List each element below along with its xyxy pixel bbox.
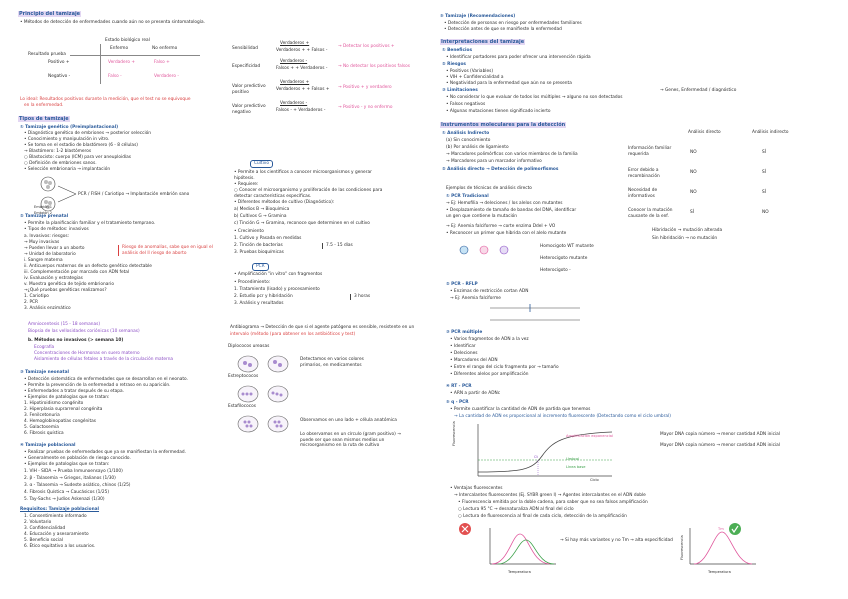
formula-num: Verdaderos - xyxy=(280,59,308,64)
formula-note: → No detectar los positivos falsos xyxy=(338,64,411,69)
p3-line: • Detección sistemática de enfermedades que se desarrollan en el neonato. xyxy=(24,377,188,382)
table-hline xyxy=(70,55,200,56)
formula-name: Especificidad xyxy=(232,64,261,69)
hibrid-line: Hibridación → mutación alterada xyxy=(652,228,723,233)
mol-row-direct: NO xyxy=(690,150,697,155)
mol-line: (a) Sin conocimiento xyxy=(446,138,491,143)
table-row-1-fn: Falso - xyxy=(108,74,122,79)
req-line: 2. Voluntario xyxy=(24,520,52,525)
qpcr-line: • Permite cuantificar la cantidad de ADN de partida que tenemos xyxy=(450,407,591,412)
table-head-2: No enfermo xyxy=(152,46,178,51)
p1-line: ○ Definición de embriones sanos. xyxy=(24,161,97,166)
table-vline xyxy=(100,44,101,84)
curve-label-umbral: Umbral xyxy=(566,457,580,461)
p2-line: → Unidad de laboratorio xyxy=(24,252,76,257)
coco-desc: Detectamos en varios colores primarios, en medicamentos xyxy=(300,357,364,368)
formula-den: Verdaderos + + Falsos + xyxy=(276,87,330,92)
p1-title: ① Tamizaje genético (Preimplantacional) xyxy=(20,125,119,130)
multi-line: • Diferentes alelos por amplificación xyxy=(450,372,529,377)
estafilococos-drawing xyxy=(236,412,296,436)
req-title: Requisitos: Tamizaje poblacional xyxy=(20,507,100,512)
pcr-line: • Amplificación "in vitro" con fragmentos xyxy=(234,272,323,277)
amnio-2: Biopsia de las vellosidades coriónicas (10 semanas) xyxy=(28,329,140,334)
req-line: 5. Beneficio social xyxy=(24,538,63,543)
p4-line: 1. VIH - SIDA → Prueba Inmunoensayo (1/100) xyxy=(24,469,123,474)
p1-line: → Blastómero: 1-2 blastómeros xyxy=(24,149,92,154)
curve-xlabel: Ciclo xyxy=(590,478,599,482)
p1-line: ○ Blastocisto: cuerpo (ICM) para ver aneuploidías xyxy=(24,155,131,160)
q-line: • Detección antes de que se manifieste la enfermedad xyxy=(444,27,562,32)
melt-note: → Si hay más variantes y no Tm → alta especificidad xyxy=(560,538,673,543)
pcr-item: • Reconocer un primer que hibrida con el alelo mutante xyxy=(446,231,567,236)
s1-title: Principio del tamizaje xyxy=(19,11,81,17)
qpcr-line: → Intercalantes fluorescentes (Ej. SYBR green I) → Agentes intercalantes en el ADN doble xyxy=(454,493,646,498)
melt-tm-label: Tm xyxy=(718,527,724,531)
int-line: • Positivos (Variables) xyxy=(446,69,494,74)
s1-intro: • Métodos de detección de enfermedades cuando aún no se presenta sintomatología. xyxy=(20,20,205,25)
formula-name: Sensibilidad xyxy=(232,46,258,51)
cultivo-line: • Requiere: xyxy=(234,182,259,187)
p2-line: 1. Cariotipo xyxy=(24,294,49,299)
int-line: • Falsos negativos xyxy=(446,102,486,107)
p3-line: 5. Galactosemia xyxy=(24,425,59,430)
p3-line: 4. Hemoglobinopatías congénitas xyxy=(24,419,97,424)
p1-line: • Diagnóstico genético de embriones → posterior selección xyxy=(24,131,152,136)
p3-line: • Permite la prevención de la enfermedad o retraso en su aparición. xyxy=(24,383,171,388)
cultivo-line: detectar características específicas. xyxy=(234,194,312,199)
multi-line: • Entre el rango del ciclo fragmento por → tamaño xyxy=(450,365,559,370)
warning-line-2: en la enfermedad. xyxy=(24,103,64,108)
table-row-1-tn: Verdadero - xyxy=(154,74,179,79)
p3-line: 1. Hipotiroidismo congénito xyxy=(24,401,84,406)
melt-xlabel-bad: Temperatura xyxy=(508,570,531,574)
mol-title: Instrumentos moleculares para la detección xyxy=(441,122,566,128)
p4-line: • Realizar pruebas de enfermedades que ya se manifiestan la enfermedad. xyxy=(24,450,186,455)
rflp-diagram xyxy=(470,300,590,326)
formula-name: Valor predictivo positivo xyxy=(232,84,266,95)
cultivo-title: Cultivo xyxy=(250,160,273,168)
p3-line: • Ejemplos de patologías que se tratan: xyxy=(24,395,110,400)
mol-row-indirect: SÍ xyxy=(762,170,766,175)
cultivo-line: ○ Conocer el microorganismo y proliferación de las condiciones para xyxy=(234,188,383,193)
mol-table-head-1: Análisis directo xyxy=(688,130,721,135)
formula-num: Verdaderos + xyxy=(280,41,310,46)
req-line: 3. Confidencialidad xyxy=(24,526,66,531)
tipos-title: Tipos de tamizaje xyxy=(19,116,69,122)
primer-label: Heterocigoto mutante xyxy=(540,256,588,261)
ejemplos-title: Ejemplos de técnicas de análisis directo xyxy=(446,186,532,191)
qpcr-title: ⑤ q - PCR xyxy=(446,400,469,405)
multi-line: • Varios fragmentos de ADN a la vez xyxy=(450,337,529,342)
mol-row-label: Conocer la mutación causante de la enf. xyxy=(628,208,673,219)
primer-label: Heterocigoto - xyxy=(540,268,571,273)
table-row-0-fp: Falso + xyxy=(154,60,170,65)
mol-table-head-2: Análisis indirecto xyxy=(752,130,789,135)
int-line: • VIH + Confidencialidad a xyxy=(446,75,504,80)
coco-name: Estafilococos xyxy=(228,404,257,409)
pcr-item: un gen que contiene la mutación xyxy=(446,214,518,219)
melt-curve-bad xyxy=(480,524,560,570)
multi-line: • Deleciones xyxy=(450,351,478,356)
p4-line: 3. α - Talasemia → Sudeste asiático, chinos (1/25) xyxy=(24,483,131,488)
p2-line: a. Invasivos: riesgos: xyxy=(24,234,70,239)
hibrid-line: Sin hibridación → no mutación xyxy=(652,236,718,241)
qpcr-line: • Ventajas fluorescentes xyxy=(450,486,503,491)
p1-line: • Selección embrionaria → implantación xyxy=(24,167,111,172)
melt-xlabel-good: Temperatura xyxy=(708,570,731,574)
mol-line: ① Análisis Indirecto xyxy=(442,131,490,136)
diplococos-drawing xyxy=(236,352,296,376)
int-line: • Algunas mutaciones tienen significado incierto xyxy=(446,109,551,114)
formula-name: Valor predictivo negativo xyxy=(232,104,266,115)
cultivo-line: c) Tinción G → Gramina, reconoce que determinen en el cultivo xyxy=(234,221,370,226)
pcr-item: → Ej: Hemofilia → deleciones / los alelos con mutantes xyxy=(446,201,563,206)
table-label: Resultado prueba xyxy=(28,52,66,57)
antibiograma: Antibiograma → Detección de que si el agente patógeno es sensible, resistente en un xyxy=(230,325,415,330)
pcr-line: 3. Análisis y resultados xyxy=(234,301,284,306)
mol-row-label: Información familiar requerida xyxy=(628,146,672,157)
mol-row-direct: NO xyxy=(690,190,697,195)
pcr-line: • Procedimiento: xyxy=(234,280,271,285)
cultivo-time: 7.5 - 15 días xyxy=(322,243,353,249)
p3-title: ③ Tamizaje neonatal xyxy=(20,370,69,375)
formula-num: Verdaderos + xyxy=(280,80,310,85)
p3-line: 6. Fibrosis quística xyxy=(24,431,64,436)
p2-line: → Pueden llevar a un aborto xyxy=(24,246,85,251)
mol-row-direct: NO xyxy=(690,170,697,175)
pcr-time: 3 horas xyxy=(350,294,370,300)
int-title: Interpretaciones del tamizaje xyxy=(441,39,525,45)
b-line: Aislamiento de células fetales a través de la circulación materna xyxy=(34,357,174,362)
int-line: • Identificar portadores para poder ofrecer una intervención rápida xyxy=(446,55,591,60)
b-title: b. Métodos no invasivos (> semana 10) xyxy=(28,338,124,343)
rflp-line: • Enzimas de restricción cortan ADN xyxy=(450,289,529,294)
p3-line: 3. Fenilcetonuria xyxy=(24,413,60,418)
table-row-0-tp: Verdadero + xyxy=(108,60,135,65)
cocos-extra: Lo observamos en un círculo (gram positivo) → puede ser que sean mismos medios un microorganismo en la ruta de cultivo xyxy=(300,432,401,449)
req-line: 1. Consentimiento informado xyxy=(24,514,87,519)
ct-note: Mayor DNA copia número → menor cantidad ADN inicial xyxy=(660,432,780,437)
formula-note: → Detectar los positivos + xyxy=(338,44,395,49)
p4-line: • Ejemplos de patologías que se tratan: xyxy=(24,462,110,467)
pcr-line: 1. Tratamiento (lisado) y procesamiento xyxy=(234,287,320,292)
qpcr-line: ○ Lectura 95 °C → desnaturaliza ADN al final del ciclo xyxy=(458,507,574,512)
formula-den: Falsos + + Verdaderos - xyxy=(276,66,328,71)
mol-row-direct: SÍ xyxy=(690,210,694,215)
b-line: Ecografía xyxy=(34,345,55,350)
p2-title: ② Tamizaje prenatal xyxy=(20,214,69,219)
formula-num: Verdaderos - xyxy=(280,101,308,106)
embryo-label-2: Embrión 2 xyxy=(34,211,52,215)
rt-title: ④ RT - PCR xyxy=(446,384,472,389)
table-row-0-label: Positivo + xyxy=(48,60,70,65)
embryo-flow: PCR / FISH / Cariotipo → Implantación embrión sano xyxy=(78,192,190,197)
q-title: ⑤ Tamizaje (Recomendaciones) xyxy=(440,14,516,19)
table-head-1: Enfermo xyxy=(110,46,129,51)
b-line: Concentraciones de Hormonas en suero materno xyxy=(34,351,140,356)
coco-desc: Observamos en uno lado + célula anatómica xyxy=(300,418,397,423)
pcr-title: PCR xyxy=(252,263,269,271)
cultivo-line: a) Medios B → Bioquímica xyxy=(234,207,290,212)
int-right-note: → Genes, Enfermedad / diagnóstico xyxy=(660,88,737,93)
mol-row-indirect: SÍ xyxy=(762,150,766,155)
mol-line: (b) Por análisis de ligamiento xyxy=(446,145,509,150)
rt-line: • ARN a partir de ADNc xyxy=(450,391,501,396)
curve-label-ct: Ct xyxy=(534,455,538,459)
cultivo-line: • Crecimiento xyxy=(234,229,264,234)
formula-den: Verdaderos + + Falsos - xyxy=(276,48,328,53)
cultivo-line: • Permite a los científicos a conocer microorganismos y generar xyxy=(234,170,372,175)
pcr-item: ① PCR Tradicional xyxy=(446,194,489,199)
estreptococos-drawing xyxy=(236,382,296,406)
p2-line: • Tipos de métodos: invasivos xyxy=(24,227,89,232)
mol-row-label: Error debido a recombinación xyxy=(628,168,660,179)
p2-line: 3. Análisis enzimático xyxy=(24,306,71,311)
p2-line: iv. Evaluación y estrategias xyxy=(24,276,83,281)
cultivo-line: hipótesis. xyxy=(234,176,255,181)
p4-line: 4. Fibrosis Quística → Caucásicos (1/25) xyxy=(24,490,110,495)
pcr-line: 2. Estudio pcr y hibridación xyxy=(234,294,293,299)
p1-line: • Se toma en el estadio de blastómero (6 - 8 células) xyxy=(24,143,138,148)
pcr-item: → Ej: Anemia falciforme → corte enzima DdeI + VO xyxy=(446,224,556,229)
p4-title: ④ Tamizaje poblacional xyxy=(20,443,76,448)
int-line: • No considerar lo que evaluar de todos los múltiples → alguno no son detectados xyxy=(446,95,623,100)
mol-row-indirect: NO xyxy=(762,210,769,215)
formula-note: → Positivo + y verdadero xyxy=(338,85,392,90)
ct-note: Mayor DNA copia número → menor cantidad ADN inicial xyxy=(660,443,780,448)
int-line: ① Beneficios xyxy=(442,48,473,53)
table-row-1-label: Negativo - xyxy=(48,74,71,79)
coco-name: Diplococos ureasas xyxy=(228,344,270,349)
p2-line: 2. PCR xyxy=(24,300,39,305)
req-line: 6. Ético equitativo a los usuarios. xyxy=(24,544,96,549)
qpcr-line: → La cantidad de ADN es proporcional al incremento fluorescente (Detectando como el ciclo umbral) xyxy=(454,414,671,419)
coco-name: Estreptococos xyxy=(228,374,259,379)
mol-line: → Marcadores para un marcador informativo xyxy=(446,159,542,164)
p4-line: 5. Tay-Sachs → Judíos Askenazi (1/30) xyxy=(24,497,105,502)
formula-note: → Positivo - y no enfermo xyxy=(338,105,393,110)
p2-line: → Muy invasivas xyxy=(24,240,60,245)
int-line: ② Riesgos xyxy=(442,62,466,67)
mol-line: ② Análisis directo → Detección de polimorfismos xyxy=(442,167,559,172)
p3-line: 2. Hiperplasia suprarrenal congénita xyxy=(24,407,103,412)
primer-schema xyxy=(456,238,516,268)
p2-line: ii. Anticuerpos maternos de un defecto genético detectable xyxy=(24,264,152,269)
curve-label-exp: Amplificación exponencial xyxy=(566,434,613,438)
pcr-item: • Desplazamiento de tamaño de bandas del DNA, identificar xyxy=(446,208,577,213)
pcr-rflp-title: ② PCR - RFLP xyxy=(446,282,478,287)
p2-line: iii. Complementación por marcado con ADN fetal xyxy=(24,270,130,275)
qpcr-curve xyxy=(462,420,622,484)
p2-line: →¿Qué pruebas genéticas realizamos? xyxy=(24,288,107,293)
cultivo-line: 1. Cultivo y Pasada en medidas xyxy=(234,236,302,241)
mol-row-label: Necesidad de informativos xyxy=(628,188,658,199)
melt-ylabel: Fluorescencia xyxy=(680,535,684,560)
p2-line: • Permite la planificación familiar y el tratamiento temprano. xyxy=(24,221,156,226)
q-line: • Detección de personas en riesgo por enfermedades familiares xyxy=(444,21,582,26)
p2-line: v. Muestra genética de tejido embrionario xyxy=(24,282,114,287)
embryo-label-1: Embrión 1 xyxy=(34,205,52,209)
amnio: Amniocentesis (15 - 18 semanas) xyxy=(28,322,100,327)
int-line: ③ Limitaciones xyxy=(442,88,478,93)
primer-label: Homocigoto WT mutante xyxy=(540,244,594,249)
curve-ylabel: Fluorescencia xyxy=(452,421,456,446)
curve-label-base: Línea base xyxy=(566,465,586,469)
cultivo-line: 2. Tinción de bacterias xyxy=(234,243,283,248)
mol-row-indirect: SÍ xyxy=(762,190,766,195)
cultivo-line: • Diferentes métodos de cultivo (Diagnóstico): xyxy=(234,200,335,205)
p2-line: i. Sangre materna xyxy=(24,258,63,263)
req-line: 4. Educación y asesoramiento xyxy=(24,532,89,537)
qpcr-line: • Fluorescencia emitida por la doble cadena, para saber que no sea falsos amplificación xyxy=(458,500,648,505)
cultivo-line: 3. Pruebas bioquímicas xyxy=(234,250,284,255)
p4-line: • Generalmente en población de riesgo conocido. xyxy=(24,456,131,461)
int-line: • Negatividad para la enfermedad que aún no se presenta xyxy=(446,81,572,86)
rflp-line: → Ej: Anemia falciforme xyxy=(450,296,501,301)
p2-risk-box: Riesgo de anomalías, sabe que en igual el análisis del ll riesgo de aborto xyxy=(118,245,222,256)
p1-line: • Conocimiento y manipulación in vitro. xyxy=(24,137,110,142)
p4-line: 2. β - Talasemia → Griegos, italianos (1/30) xyxy=(24,476,116,481)
qpcr-line: ○ Lectura de fluorescencia al final de cada ciclo, detección de la amplificación xyxy=(458,514,627,519)
cultivo-line: b) Cultivos G → Gramina xyxy=(234,214,287,219)
formula-den: Falsos - + Verdaderos - xyxy=(276,108,326,113)
p3-line: • Enfermedades a tratar después de su etapa. xyxy=(24,389,124,394)
mol-line: → Marcadores polimórficos con varios miembros de la familia xyxy=(446,152,578,157)
multi-line: • Marcadores del ADN xyxy=(450,358,498,363)
multi-line: • Identificar xyxy=(450,344,476,349)
table-head-0: Estado biológico real xyxy=(105,38,150,43)
warning-line-1: Lo ideal: Resultados positivos durante la medición, que el test no se equivoque xyxy=(20,97,191,102)
pcr-multi-title: ③ PCR múltiple xyxy=(446,330,483,335)
wrong-icon xyxy=(458,522,472,536)
antibiograma-2: intervalo (método (para obtener en los antibióticos y test) xyxy=(230,332,356,337)
